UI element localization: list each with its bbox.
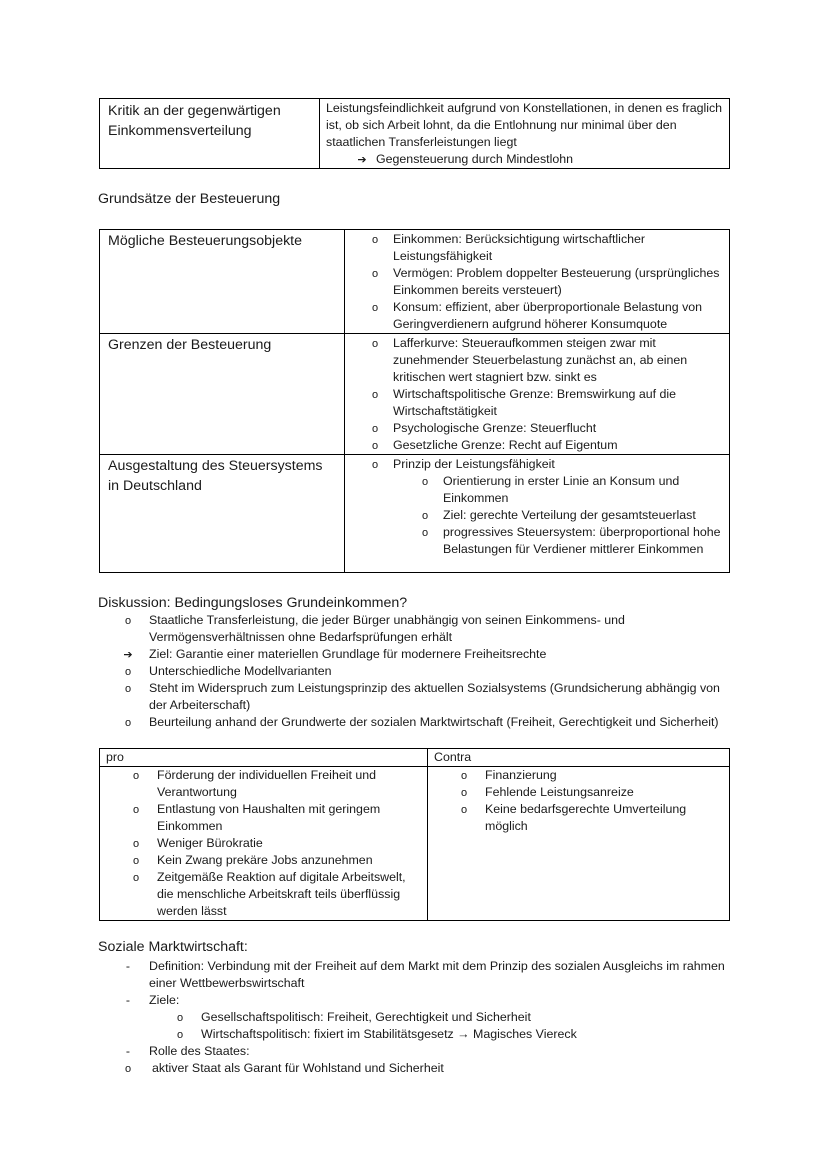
bullet-circle-icon [417,507,433,525]
market-role-label: - Rolle des Staates: [120,1043,250,1060]
tax-row-label: Grenzen der Besteuerung [108,337,272,353]
arrow-icon [120,646,136,664]
list-item: o Staatliche Transferleistung, die jeder Bürger unabhängig von seinen Einkommens- und Vermögensverhältnissen ohne Bedarfsprüfungen erhält [120,612,732,646]
bullet-circle-icon [128,835,144,853]
bullet-circle-icon [128,852,144,870]
list-item: o Einkommen: Berücksichtigung wirtschaftlicher Leistungsfähigkeit [367,231,721,265]
heading-social-market: Soziale Marktwirtschaft: [98,939,248,955]
list-item: o Gesetzliche Grenze: Recht auf Eigentum [367,437,721,454]
bullet-circle-icon [417,524,433,542]
heading-tax-principles: Grundsätze der Besteuerung [98,191,281,207]
market-goal-2: o Wirtschaftspolitisch: fixiert im Stabilitätsgesetz → Magisches Viereck [172,1026,577,1043]
pro-list [128,767,415,920]
bullet-circle-icon [456,801,472,819]
bullet-circle-icon [128,801,144,819]
dash-icon [120,1043,136,1060]
critique-text: Leistungsfeindlichkeit aufgrund von Konstellationen, in denen es fraglich ist, ob sich Arbeit lohnt, da die Entlohnung nur minimal über den staatlichen Transferleistungen liegt [326,101,723,149]
list-item: o Entlastung von Haushalten mit geringem Einkommen [128,801,415,835]
list-item: o Ziel: gerechte Verteilung der gesamtsteuerlast [417,507,721,524]
tax-germany-list [367,456,721,473]
list-item: o Zeitgemäße Reaktion auf digitale Arbeitswelt, die menschliche Arbeitskraft teils überflüssig werden lässt [128,869,415,920]
tax-table [99,229,730,573]
tax-row-label: Mögliche Besteuerungsobjekte [108,233,303,249]
list-item: o Prinzip der Leistungsfähigkeit [367,456,721,473]
bullet-circle-icon [456,784,472,802]
list-item: o Weniger Bürokratie [128,835,415,852]
bullet-circle-icon [120,612,136,630]
discussion-list [120,612,732,731]
critique-arrow-text: Gegensteuerung durch Mindestlohn [376,152,574,166]
tax-row-label: Ausgestaltung des Steuersystems in Deutschland [108,458,323,494]
arrow-icon [354,151,370,169]
bullet-circle-icon [417,473,433,491]
tax-limits-list [367,335,721,454]
bullet-circle-icon [367,420,383,438]
bullet-circle-icon [367,456,383,474]
dash-icon [120,992,136,1009]
list-item: o Wirtschaftspolitische Grenze: Bremswirkung auf die Wirtschaftstätigkeit [367,386,721,420]
bullet-circle-icon [367,299,383,317]
list-item: o Beurteilung anhand der Grundwerte der sozialen Marktwirtschaft (Freiheit, Gerechtigkeit und Sicherheit) [120,714,732,731]
bullet-circle-icon [120,663,136,681]
critique-label: Kritik an der gegenwärtigen Einkommensverteilung [108,103,281,139]
list-item: o Unterschiedliche Modellvarianten [120,663,732,680]
critique-table [99,98,730,169]
pro-header: pro [100,749,428,767]
dash-icon [120,958,136,975]
list-item: o Konsum: effizient, aber überproportionale Belastung von Geringverdienern aufgrund höherer Konsumquote [367,299,721,333]
list-item: o Vermögen: Problem doppelter Besteuerung (ursprüngliches Einkommen bereits versteuert) [367,265,721,299]
bullet-circle-icon [456,767,472,785]
list-item: o Finanzierung [456,767,699,784]
list-item: ➔ Ziel: Garantie einer materiellen Grundlage für modernere Freiheitsrechte [120,646,732,663]
tax-objects-list [367,231,721,333]
bullet-circle-icon [128,767,144,785]
bullet-circle-icon [120,714,136,732]
tax-germany-sublist [367,473,721,558]
bullet-circle-icon [120,1060,136,1078]
market-role-item: o aktiver Staat als Garant für Wohlstand und Sicherheit [120,1060,444,1077]
market-definition: - Definition: Verbindung mit der Freiheit auf dem Markt mit dem Prinzip des sozialen Ausgleichs im rahmen einer Wettbewerbswirtschaft [120,958,749,992]
list-item: o Kein Zwang prekäre Jobs anzunehmen [128,852,415,869]
list-item: o Fehlende Leistungsanreize [456,784,699,801]
bullet-circle-icon [120,680,136,698]
bullet-circle-icon [367,265,383,283]
bullet-circle-icon [367,335,383,353]
list-item: o Orientierung in erster Linie an Konsum und Einkommen [417,473,721,507]
bullet-circle-icon [172,1026,188,1044]
bullet-circle-icon [128,869,144,887]
list-item: o Steht im Widerspruch zum Leistungsprinzip des aktuellen Sozialsystems (Grundsicherung abhängig von der Arbeiterschaft) [120,680,732,714]
arrow-right-icon: → [457,1027,470,1041]
pro-contra-table [99,748,730,921]
bullet-circle-icon [367,231,383,249]
bullet-circle-icon [367,386,383,404]
critique-arrow-line [326,151,723,168]
contra-list [456,767,699,835]
bullet-circle-icon [172,1009,188,1027]
list-item: o progressives Steuersystem: überproportional hohe Belastungen für Verdiener mittlerer Einkommen [417,524,721,558]
heading-discussion: Diskussion: Bedingungsloses Grundeinkommen? [98,595,408,611]
list-item: o Keine bedarfsgerechte Umverteilung möglich [456,801,699,835]
market-goals-label: - Ziele: [120,992,179,1009]
bullet-circle-icon [367,437,383,455]
list-item: o Psychologische Grenze: Steuerflucht [367,420,721,437]
market-goal-1: o Gesellschaftspolitisch: Freiheit, Gerechtigkeit und Sicherheit [172,1009,531,1026]
list-item: o Lafferkurve: Steueraufkommen steigen zwar mit zunehmender Steuerbelastung zunächst an, ab einen kritischen wert stagniert bzw. sinkt es [367,335,721,386]
contra-header: Contra [428,749,730,767]
list-item: o Förderung der individuellen Freiheit und Verantwortung [128,767,415,801]
